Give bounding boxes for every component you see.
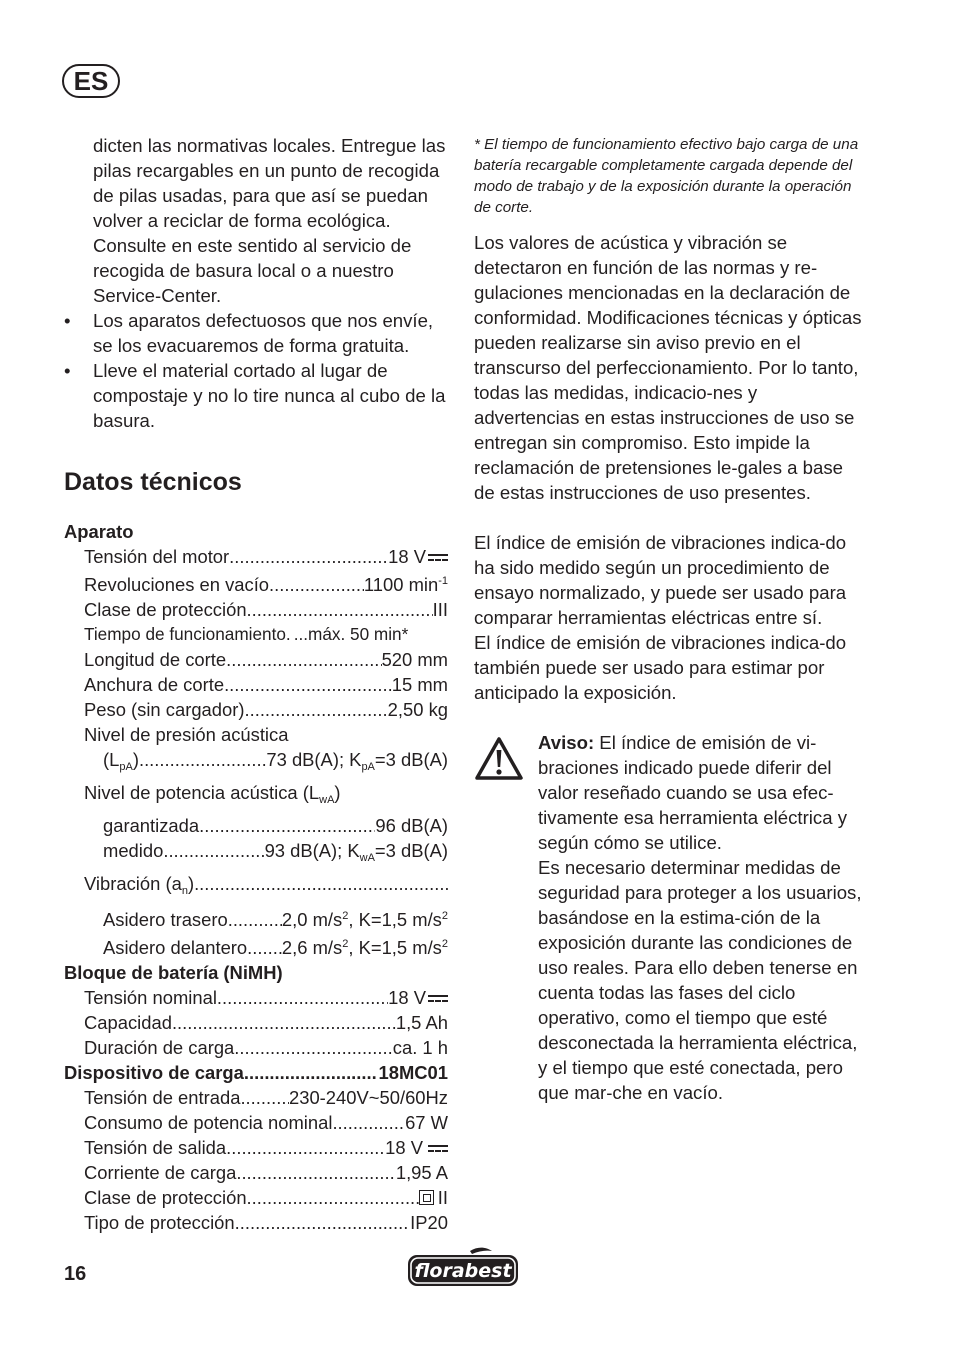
spec-subscript: n xyxy=(181,885,188,897)
spec-label: Nivel de presión acústica xyxy=(84,724,289,745)
spec-label: Clase de protección xyxy=(84,1187,247,1208)
spec-symbol: (L xyxy=(103,749,120,770)
spec-label: Capacidad xyxy=(84,1012,172,1033)
spec-row-cut-width xyxy=(64,672,448,697)
spec-label: ) xyxy=(187,873,195,894)
spec-value: 18MC01 xyxy=(378,1062,448,1083)
spec-row-input-voltage xyxy=(64,1085,448,1110)
spec-row-cut-length xyxy=(64,647,448,672)
spec-value: 93 dB(A); K xyxy=(264,840,360,861)
spec-row-sound-power-guaranteed xyxy=(64,813,448,838)
warning-body: El índice de emisión de vi-braciones indicado puede diferir del valor reseñado cuando se usa efec-tivamente esa herramienta eléctrica y según cómo se utilice. xyxy=(538,732,848,853)
spec-row-sound-power-measured xyxy=(64,838,448,871)
spec-row-sound-power-title xyxy=(64,780,448,813)
left-column xyxy=(64,133,448,1235)
warning-block xyxy=(474,730,862,1105)
spec-row-sound-pressure xyxy=(64,747,448,780)
page-number: 16 xyxy=(64,1263,87,1285)
spec-label: Tensión de entrada xyxy=(84,1087,241,1108)
spec-label: Duración de carga xyxy=(84,1037,235,1058)
spec-row-run-time xyxy=(64,622,448,647)
spec-row-vibration-title xyxy=(64,871,448,904)
spec-row-output-voltage xyxy=(64,1135,448,1160)
dc-symbol-icon xyxy=(428,553,448,562)
spec-label: medido xyxy=(103,840,164,861)
spec-row-weight xyxy=(64,697,448,722)
spec-superscript: 2 xyxy=(441,938,448,950)
spec-value: 1100 min xyxy=(363,574,439,595)
bullet-item: • Los aparatos defectuosos que nos envíe, se los evacuaremos de forma gratuita. xyxy=(64,308,448,358)
spec-label: Anchura de corte xyxy=(84,674,225,695)
warning-triangle-icon xyxy=(474,736,524,782)
warning-label: Aviso: xyxy=(538,732,595,753)
spec-value: 96 dB(A) xyxy=(375,815,448,836)
device-group-title: Aparato xyxy=(64,521,134,542)
spec-label: Tiempo de funcionamiento. xyxy=(84,624,291,644)
spec-label: Clase de protección xyxy=(84,599,247,620)
spec-row-vibration-rear xyxy=(64,904,448,932)
spec-row-sound-pressure-title xyxy=(64,722,448,747)
spec-value: 18 V xyxy=(385,1137,423,1158)
spec-value: ca. 1 h xyxy=(392,1037,448,1058)
spec-value: =3 dB(A) xyxy=(374,840,448,861)
spec-row-vibration-front xyxy=(64,932,448,960)
spec-label: garantizada xyxy=(103,815,200,836)
spec-row-charge-current xyxy=(64,1160,448,1185)
spec-value: 520 mm xyxy=(381,649,448,670)
spec-value: ...máx. 50 min* xyxy=(293,624,409,644)
spec-label: Asidero delantero xyxy=(103,937,248,958)
logo-wordmark: florabest xyxy=(414,1260,512,1282)
spec-label: Peso (sin cargador) xyxy=(84,699,245,720)
spec-label: Tipo de protección xyxy=(84,1212,235,1233)
vibration-paragraph-2: El índice de emisión de vibraciones indica-do también puede ser usado para estimar por anticipado la exposición. xyxy=(474,632,847,703)
spec-row-idle-speed xyxy=(64,569,448,597)
charger-group-title xyxy=(64,1060,448,1085)
spec-row-nominal-voltage xyxy=(64,985,448,1010)
warning-body-2: Es necesario determinar medidas de seguridad para proteger a los usuarios, basándose en la estima-ción de la exposición durante las condiciones de uso reales. Para ello deben tenerse en cuenta todas las fases del ciclo operativo, como el tiempo que esté desconectada la herramienta eléctrica, y el tiempo que esté conectada, pero que mar-che en vacío. xyxy=(538,857,862,1103)
spec-value: 18 V xyxy=(388,987,426,1008)
spec-label: Asidero trasero xyxy=(103,909,228,930)
spec-subscript: pA xyxy=(119,761,133,773)
acoustics-paragraph: Los valores de acústica y vibración se detectaron en función de las normas y re-gulaciones mencionadas en la declaración de conformidad. Modificaciones técnicas y ópticas pueden realizarse sin aviso previo en el transcurso del perfeccionamiento. Por lo tanto, todas las medidas, indicacio-nes y advertencias en estas instrucciones de uso se entregan sin compromiso. Esto impide la reclamación de pretensiones le-gales a base de estas instrucciones de uso presentes. xyxy=(474,232,862,503)
dc-symbol-icon xyxy=(428,1144,448,1153)
spec-value: 15 mm xyxy=(391,674,448,695)
spec-value: 2,0 m/s xyxy=(281,909,343,930)
section-title: Datos técnicos xyxy=(64,468,242,496)
spec-value: 73 dB(A); K xyxy=(266,749,362,770)
spec-subscript: wA xyxy=(359,852,375,864)
spec-row-charge-time xyxy=(64,1035,448,1060)
spec-value: , K=1,5 m/s xyxy=(348,909,442,930)
spec-value: 2,6 m/s xyxy=(281,937,343,958)
spec-label: Consumo de potencia nominal xyxy=(84,1112,333,1133)
florabest-logo xyxy=(406,1244,520,1290)
disposal-bullets xyxy=(64,308,448,433)
spec-value: 18 V xyxy=(388,546,426,567)
spec-label: Corriente de carga xyxy=(84,1162,237,1183)
spec-row-nominal-power xyxy=(64,1110,448,1135)
spec-label: Tensión nominal xyxy=(84,987,217,1008)
spec-value: III xyxy=(432,599,448,620)
spec-label: Dispositivo de carga xyxy=(64,1062,244,1083)
spec-value: =3 dB(A) xyxy=(374,749,448,770)
spec-label: Vibración (a xyxy=(84,873,182,894)
spec-label: Tensión de salida xyxy=(84,1137,227,1158)
spec-value: 2,50 kg xyxy=(387,699,448,720)
spec-subscript: wA xyxy=(319,794,335,806)
spec-value: 1,5 Ah xyxy=(395,1012,448,1033)
spec-row-motor-voltage xyxy=(64,544,448,569)
spec-superscript: -1 xyxy=(438,575,448,587)
bullet-item: • Lleve el material cortado al lugar de compostaje y no lo tire nunca al cubo de la basura. xyxy=(64,358,448,433)
spec-label: Nivel de potencia acústica (L xyxy=(84,782,320,803)
spec-value: IP20 xyxy=(410,1212,448,1233)
runtime-footnote: * El tiempo de funcionamiento efectivo bajo carga de una batería recargable completamente cargada depende del modo de trabajo y de la exposición durante la operación de corte. xyxy=(474,136,859,216)
language-badge: ES xyxy=(62,64,120,98)
spec-value: II xyxy=(437,1187,448,1208)
spec-subscript: pA xyxy=(361,761,375,773)
spec-row-capacity xyxy=(64,1010,448,1035)
spec-row-ip-rating xyxy=(64,1210,448,1235)
spec-table xyxy=(64,519,448,1235)
warning-text xyxy=(538,730,862,1105)
spec-value: , K=1,5 m/s xyxy=(348,937,442,958)
spec-symbol: ) xyxy=(132,749,139,770)
spec-value: 230-240V~50/60Hz xyxy=(289,1087,448,1108)
dc-symbol-icon xyxy=(428,994,448,1003)
spec-value: 1,95 A xyxy=(395,1162,448,1183)
intro-paragraph: dicten las normativas locales. Entregue las pilas recargables en un punto de recogida de pilas usadas, para que así se puedan volver a reciclar de forma ecológica. Consulte en este sentido al servicio de recogida de basura local o a nuestro Service-Center. xyxy=(93,135,446,306)
protection-class-2-icon xyxy=(419,1190,434,1205)
spec-superscript: 2 xyxy=(342,910,349,922)
spec-row-protection-class xyxy=(64,597,448,622)
spec-label: Revoluciones en vacío xyxy=(84,574,270,595)
spec-label: Tensión del motor xyxy=(84,546,230,567)
spec-label: Longitud de corte xyxy=(84,649,227,670)
spec-superscript: 2 xyxy=(342,938,349,950)
spec-superscript: 2 xyxy=(441,910,448,922)
vibration-paragraph-1: El índice de emisión de vibraciones indica-do ha sido medido según un procedimiento de ensayo normalizado, y puede ser usado para comparar herramientas eléctricas entre sí. xyxy=(474,532,847,628)
spec-value: 67 W xyxy=(405,1112,448,1133)
battery-group-title: Bloque de batería (NiMH) xyxy=(64,962,283,983)
spec-row-charger-protection-class xyxy=(64,1185,448,1210)
spec-label: ) xyxy=(334,782,341,803)
right-column xyxy=(474,134,862,1105)
